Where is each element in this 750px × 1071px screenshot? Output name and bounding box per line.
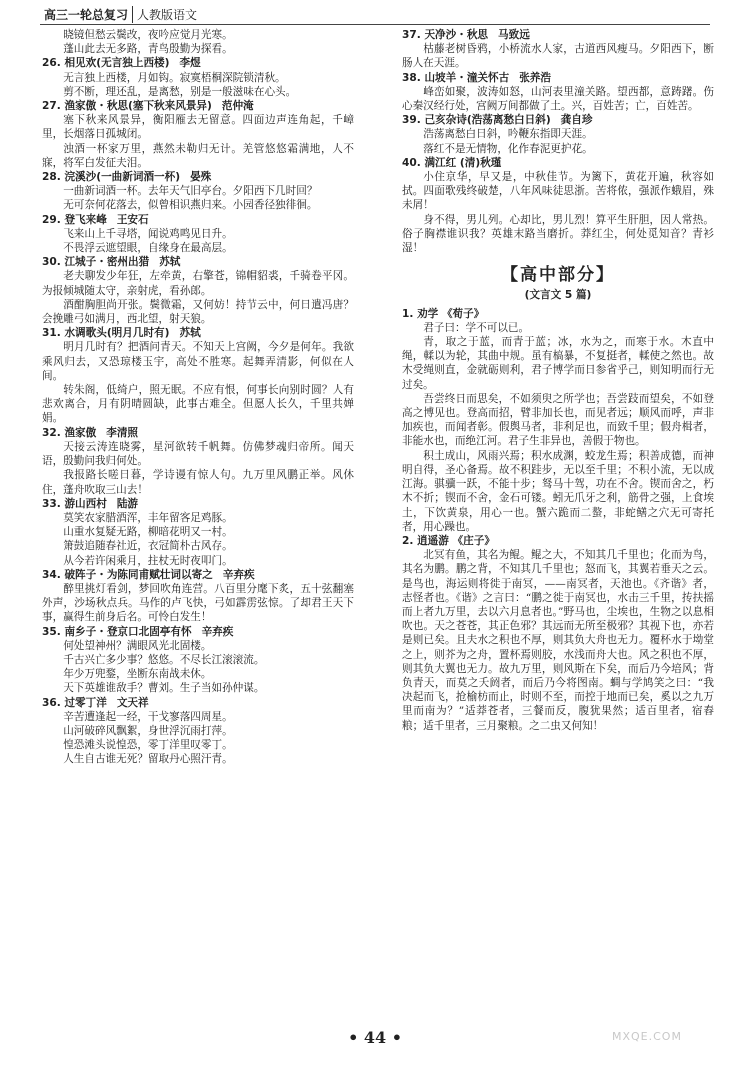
text-paragraph: 枯藤老树昏鸦，小桥流水人家，古道西风瘦马。夕阳西下，断肠人在天涯。 [402, 43, 714, 70]
text-paragraph: 北冥有鱼，其名为鲲。鲲之大，不知其几千里也；化而为鸟，其名为鹏。鹏之背，不知其几千里也；怒而飞，其翼若垂天之云。是鸟也，海运则将徙于南冥，——南冥者，天池也。《齐谐》者，志怪者也。《谐》之言曰：“鹏之徙于南冥也，水击三千里，抟扶摇而上者九万里，去以六月息者也。”野马也，尘埃也，生物之以息相吹也。天之苍苍，其正色邪？其远而无所至极邪？其视下也，亦若是则已矣。且夫水之积也不厚，则其负大舟也无力。覆杯水于坳堂之上，则芥为之舟，置杯焉则胶，水浅而舟大也。风之积也不厚，则其负大翼也无力。故九万里，则风斯在下矣，而后乃今培风；背负青天，而莫之夭阏者，而后乃今将图南。蜩与学鸠笑之曰：“我决起而飞，抢榆枋而止，时则不至，而控于地而已矣，奚以之九万里而南为？”适莽苍者，三餐而反，腹犹果然；适百里者，宿舂粮；适千里者，三月聚粮。之二虫又何知！ [402, 549, 714, 732]
poem-heading [402, 71, 714, 85]
header-rule [40, 24, 710, 25]
text-paragraph: 无言独上西楼，月如钩。寂寞梧桐深院锁清秋。 [63, 71, 286, 84]
poem-title: 36. 过零丁洋 [42, 696, 107, 709]
poem-author: 晏殊 [190, 171, 212, 184]
text-paragraph: 飞来山上千寻塔，闻说鸡鸣见日升。 [63, 227, 233, 240]
left-column [42, 28, 354, 767]
text-paragraph: 明月几时有？把酒问青天。不知天上宫阙，今夕是何年。我欲乘风归去，又恐琼楼玉宇，高处不胜寒。起舞弄清影，何似在人间。 [42, 341, 354, 382]
poem-heading [42, 568, 354, 582]
text-paragraph: 身不得，男儿列。心却比，男儿烈！算平生肝胆，因人常热。俗子胸襟谁识我？英雄末路当磨折。莽红尘，何处觅知音？青衫湿！ [402, 213, 714, 255]
poem-title: 38. 山坡羊・潼关怀古 [402, 71, 510, 84]
text-paragraph: 我报路长嗟日暮，学诗谩有惊人句。九万里风鹏正举。风休住，蓬舟吹取三山去！ [42, 469, 354, 496]
poem-heading [402, 534, 714, 548]
poem-title: 31. 水调歌头(明月几时有) [42, 327, 170, 340]
text-paragraph: 晓镜但愁云鬓改，夜吟应觉月光寒。 [63, 29, 233, 41]
poem-heading [42, 213, 354, 227]
text-paragraph: 从今若许闲乘月，拄杖无时夜叩门。 [63, 554, 233, 567]
poem-author: 龚自珍 [560, 114, 593, 127]
poem-author: 张养浩 [519, 71, 551, 84]
poem-heading [402, 156, 714, 170]
poem-title: 27. 渔家傲・秋思(塞下秋来风景异) [42, 100, 212, 113]
poem-author: 李煜 [179, 57, 201, 70]
poem-author: 辛弃疾 [222, 568, 255, 581]
text-paragraph: 天下英雄谁敌手？曹刘。生子当如孙仲谋。 [63, 682, 265, 695]
poem-author: 苏轼 [179, 327, 201, 340]
poem-title: 2. 逍遥游 《庄子》 [402, 534, 495, 547]
text-paragraph: 吾尝终日而思矣，不如须臾之所学也；吾尝跂而望矣，不如登高之博见也。登高而招，臂非加长也，而见者远；顺风而呼，声非加疾也，而闻者彰。假舆马者，非利足也，而致千里；假舟楫者，非能水也，而绝江河。君子生非异也，善假于物也。 [402, 392, 714, 448]
text-paragraph: 惶恐滩头说惶恐，零丁洋里叹零丁。 [63, 739, 233, 752]
text-paragraph: 峰峦如聚，波涛如怒，山河表里潼关路。望西都，意踌躇。伤心秦汉经行处，宫阙万间都做了土。兴，百姓苦；亡，百姓苦。 [402, 85, 714, 113]
edition-label: 人教版语文 [137, 7, 198, 22]
poem-heading [42, 696, 354, 710]
text-paragraph: 转朱阁，低绮户，照无眠。不应有恨，何事长向别时圆？人有悲欢离合，月有阴晴圆缺，此事古难全。但愿人长久，千里共婵娟。 [42, 384, 354, 425]
text-paragraph: 不畏浮云遮望眼，自缘身在最高层。 [63, 242, 233, 255]
text-paragraph: 山河破碎风飘絮，身世浮沉雨打萍。 [63, 724, 233, 737]
text-paragraph: 老夫聊发少年狂，左牵黄，右擎苍，锦帽貂裘，千骑卷平冈。为报倾城随太守，亲射虎，看孙郎。 [42, 270, 354, 297]
poem-author: 范仲淹 [221, 100, 254, 113]
poem-author: 李清照 [106, 426, 139, 439]
poem-title: 40. 满江红 (清)秋瑾 [402, 156, 502, 169]
text-paragraph: 浩荡离愁白日斜，吟鞭东指即天涯。 [423, 128, 593, 141]
poem-title: 28. 浣溪沙(一曲新词酒一杯) [42, 171, 181, 184]
poem-title: 35. 南乡子・登京口北固亭有怀 [42, 625, 192, 638]
poem-heading [402, 307, 714, 321]
text-paragraph: 箫鼓追随春社近，衣冠简朴古风存。 [63, 540, 233, 553]
page-number: • 44 • [348, 1028, 402, 1047]
text-paragraph: 人生自古谁无死？留取丹心照汗青。 [63, 753, 233, 766]
text-paragraph: 天接云涛连晓雾，星河欲转千帆舞。仿佛梦魂归帝所。闻天语，殷勤问我归何处。 [42, 440, 354, 468]
text-paragraph: 小住京华，早又是，中秋佳节。为篱下，黄花开遍，秋容如拭。四面歌残终破楚，八年风味徒思浙。苦将侬，强派作蛾眉，殊未屑！ [402, 171, 714, 212]
text-paragraph: 千古兴亡多少事？悠悠。不尽长江滚滚流。 [63, 653, 265, 666]
poem-title: 1. 劝学 《荀子》 [402, 307, 485, 320]
poem-title: 32. 渔家傲 [42, 426, 97, 439]
text-paragraph: 醉里挑灯看剑，梦回吹角连营。八百里分麾下炙，五十弦翻塞外声，沙场秋点兵。马作的卢飞快，弓如霹雳弦惊。了却君王天下事，赢得生前身后名。可怜白发生！ [42, 582, 354, 624]
poem-title: 39. 己亥杂诗(浩荡离愁白日斜) [402, 114, 551, 127]
poem-heading [42, 497, 354, 511]
text-paragraph: 莫笑农家腊酒浑，丰年留客足鸡豚。 [63, 511, 233, 524]
text-paragraph: 辛苦遭逢起一经，干戈寥落四周星。 [63, 710, 233, 723]
poem-title: 26. 相见欢(无言独上西楼) [42, 57, 170, 70]
text-paragraph: 蓬山此去无多路，青鸟殷勤为探看。 [63, 43, 233, 56]
running-header [44, 4, 197, 24]
right-column [402, 28, 714, 733]
poem-heading [402, 28, 714, 42]
poem-author: 马致远 [498, 29, 530, 41]
text-paragraph: 一曲新词酒一杯。去年天气旧亭台。夕阳西下几时回？ [63, 185, 318, 198]
poem-author: 苏轼 [159, 256, 181, 269]
text-paragraph: 君子曰：学不可以已。 [423, 321, 530, 334]
poem-title: 34. 破阵子・为陈同甫赋壮词以寄之 [42, 568, 213, 581]
section-subtitle: (文言文 5 篇) [524, 289, 592, 302]
poem-title: 33. 游山西村 [42, 497, 107, 510]
poem-heading [42, 99, 354, 113]
text-paragraph: 塞下秋来风景异，衡阳雁去无留意。四面边声连角起，千嶂里，长烟落日孤城闭。 [42, 114, 354, 141]
text-paragraph: 山重水复疑无路，柳暗花明又一村。 [63, 526, 233, 539]
poem-author: 文天祥 [116, 696, 149, 709]
poem-title: 29. 登飞来峰 [42, 213, 107, 226]
text-paragraph: 落红不是无情物，化作春泥更护花。 [423, 142, 593, 155]
series-title: 高三一轮总复习 [44, 6, 133, 23]
section-title: 【高中部分】 [501, 265, 615, 286]
poem-author: 王安石 [116, 213, 149, 226]
text-paragraph: 何处望神州？满眼风光北固楼。 [63, 639, 212, 652]
poem-heading [42, 56, 354, 70]
text-paragraph: 酒酣胸胆尚开张。鬓微霜，又何妨！持节云中，何日遣冯唐？会挽雕弓如满月，西北望，射天狼。 [42, 298, 354, 326]
text-paragraph: 剪不断，理还乱，是离愁，别是一般滋味在心头。 [63, 85, 297, 98]
text-paragraph: 浊酒一杯家万里，燕然未勒归无计。羌管悠悠霜满地，人不寐，将军白发征夫泪。 [42, 142, 354, 169]
poem-heading [42, 255, 354, 269]
poem-title: 30. 江城子・密州出猎 [42, 256, 150, 269]
poem-heading [42, 326, 354, 340]
poem-heading [42, 426, 354, 440]
poem-heading [42, 625, 354, 639]
poem-heading [402, 113, 714, 127]
text-paragraph: 年少万兜鍪，坐断东南战未休。 [63, 668, 212, 681]
poem-title: 37. 天净沙・秋思 [402, 29, 489, 41]
poem-heading [42, 170, 354, 184]
text-paragraph: 青，取之于蓝，而青于蓝；冰，水为之，而寒于水。木直中绳，輮以为轮，其曲中规。虽有槁暴，不复挺者，輮使之然也。故木受绳则直，金就砺则利，君子博学而日参省乎己，则知明而行无过矣。 [402, 336, 714, 391]
text-paragraph: 积土成山，风雨兴焉；积水成渊，蛟龙生焉；积善成德，而神明自得，圣心备焉。故不积跬步，无以至千里；不积小流，无以成江海。骐骥一跃，不能十步；驽马十驾，功在不舍。锲而舍之，朽木不折；锲而不舍，金石可镂。蚓无爪牙之利，筋骨之强，上食埃土，下饮黄泉，用心一也。蟹六跪而二螯，非蛇鳝之穴无可寄托者，用心躁也。 [402, 449, 714, 533]
watermark: MXQE.COM [612, 1030, 682, 1043]
poem-author: 辛弃疾 [201, 625, 234, 638]
text-paragraph: 无可奈何花落去，似曾相识燕归来。小园香径独徘徊。 [63, 199, 318, 212]
poem-author: 陆游 [116, 497, 139, 510]
